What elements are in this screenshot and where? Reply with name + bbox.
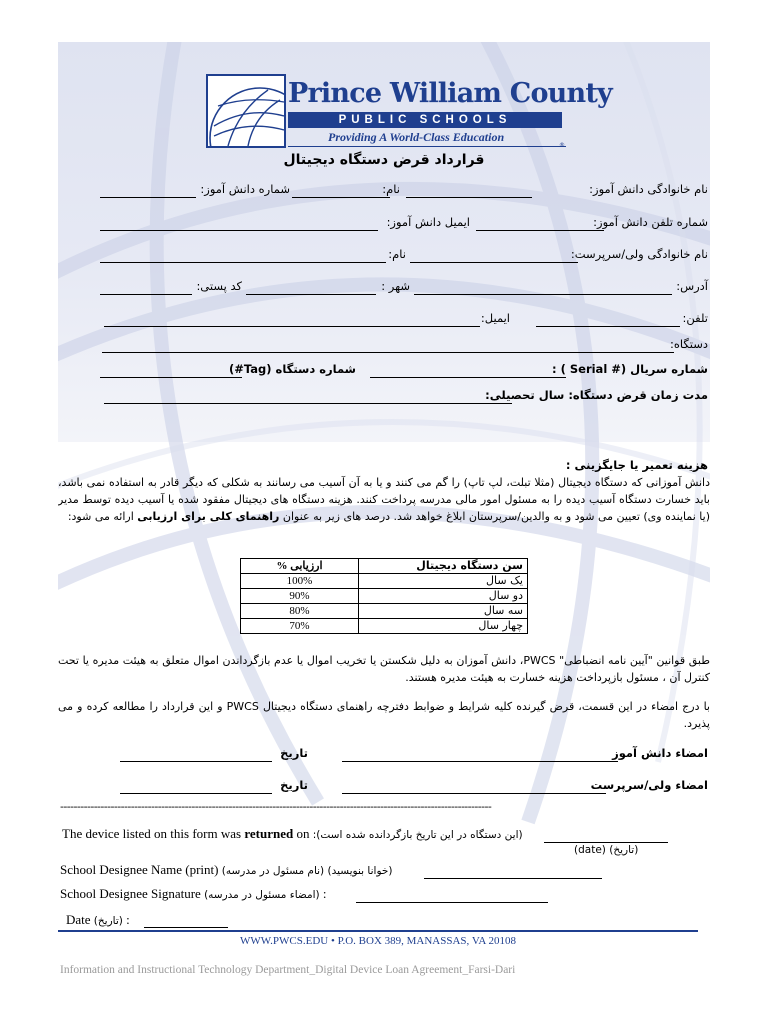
designee-name-field[interactable]	[424, 878, 602, 879]
row-age: یک سال	[359, 574, 528, 589]
student-phone-field[interactable]	[476, 230, 604, 231]
row-value: 80%	[241, 604, 359, 619]
student-email-field[interactable]	[100, 230, 378, 231]
loan-period-field[interactable]	[104, 403, 512, 404]
student-phone-label: شماره تلفن دانش آموز:	[593, 215, 708, 229]
separator-line: --------------------------------------------------------------------------------------------------------------------------------	[60, 800, 492, 813]
date-field[interactable]	[144, 927, 228, 928]
form-title: قرارداد قرض دستگاه دیجیتال	[283, 152, 485, 168]
address-field[interactable]	[414, 294, 672, 295]
tag-field[interactable]	[100, 377, 242, 378]
table-row	[241, 619, 528, 634]
returned-prefix: The device listed on this form was	[62, 826, 242, 841]
city-label: شهر :	[381, 279, 410, 293]
student-last-name-field[interactable]	[406, 197, 532, 198]
address-label: آدرس:	[676, 279, 708, 293]
student-date-label: تاریخ	[280, 746, 308, 760]
returned-date-field[interactable]	[544, 842, 668, 843]
designee-sig-fa: (امضاء مسئول در مدرسه)	[204, 889, 320, 901]
table-row	[241, 574, 528, 589]
public-schools-band: PUBLIC SCHOOLS	[288, 112, 562, 128]
designee-sig-en: School Designee Signature	[60, 886, 201, 901]
city-field[interactable]	[246, 294, 376, 295]
tag-label: شماره دستگاه (Tag#)	[229, 362, 356, 376]
header-value: % ارزیابی	[241, 559, 359, 574]
device-field[interactable]	[102, 352, 674, 353]
student-email-label: ایمیل دانش آموز:	[386, 215, 470, 229]
parent-date-label: تاریخ	[280, 778, 308, 792]
repair-paragraph	[58, 474, 710, 525]
student-signature-field[interactable]	[342, 761, 618, 762]
date-en: Date	[66, 912, 91, 927]
table-header-row	[241, 559, 528, 574]
returned-line	[62, 826, 523, 842]
student-number-label: شماره دانش آموز:	[200, 182, 290, 196]
table-row	[241, 604, 528, 619]
registered-mark: ®	[559, 142, 565, 149]
postal-code-label: کد پستی:	[196, 279, 242, 293]
row-age: چهار سال	[359, 619, 528, 634]
date-line	[66, 912, 130, 928]
row-age: دو سال	[359, 589, 528, 604]
email-label: ایمیل:	[480, 311, 510, 325]
parent-date-field[interactable]	[120, 793, 272, 794]
row-value: 90%	[241, 589, 359, 604]
footer-rule	[58, 930, 698, 932]
first-name-field[interactable]	[292, 197, 390, 198]
designee-sig-field[interactable]	[356, 902, 548, 903]
depreciation-table	[240, 558, 528, 634]
designee-sig-line	[60, 886, 327, 902]
globe-logo	[206, 74, 286, 148]
row-age: سه سال	[359, 604, 528, 619]
returned-on: on	[296, 826, 310, 841]
postal-code-field[interactable]	[100, 294, 192, 295]
logo-rule	[288, 146, 566, 147]
repair-body: دانش آموزانی که دستگاه دیجیتال (مثلا تبلت، لپ تاپ) را گم می کنند و یا به آن آسیب می رسانند به شکلی که دیگر قادر به استفاده نمی باشد، باید خسارت دستگاه آسیب دیده را به مسئول امور مالی مدرسه پرداخت کنند. هزینه دستگاه های دیجیتال مفقود شده یا آسیب دیده توسط مدیر (یا نماینده وی) تعیین می شود و به والدین/سرپرستان ابلاغ خواهد شد. درصد های زیر به عنوان	[58, 476, 710, 523]
first-name-label: نام:	[382, 182, 400, 196]
agreement-paragraph: با درج امضاء در این قسمت، قرض گیرنده کلیه شرایط و ضوابط دفترچه راهنمای دستگاه دیجیتال PWCS و این قرارداد را مطالعه کرده و می پذیرد.	[58, 700, 710, 730]
tagline: Providing A World-Class Education	[328, 130, 505, 144]
parent-last-name-field[interactable]	[410, 262, 578, 263]
table-row	[241, 589, 528, 604]
designee-name-fa: (خوانا بنویسید) (نام مسئول در مدرسه)	[221, 865, 393, 877]
row-value: 100%	[241, 574, 359, 589]
repair-tail: ارائه می شود:	[67, 510, 134, 523]
parent-first-name-field[interactable]	[100, 262, 386, 263]
student-date-field[interactable]	[120, 761, 272, 762]
policy-paragraph: طبق قوانین "آیین نامه انضباطی" PWCS، دانش آموزان به دلیل شکستن یا تخریب اموال یا عدم بازگرداندن اموال متعلق به هیئت مدیره یا تحت کنترل آن ، مسئول بازپرداخت هزینه خسارت به هیئت مدیره هستند.	[58, 654, 710, 684]
date-fa: (تاریخ)	[93, 915, 123, 927]
designee-name-en: School Designee Name (print)	[60, 862, 219, 877]
loan-period-label: مدت زمان قرض دستگاه: سال تحصیلی:	[485, 388, 708, 402]
document-page	[58, 42, 710, 988]
phone-label: تلفن:	[682, 311, 708, 325]
parent-signature-field[interactable]	[342, 793, 606, 794]
parent-signature-label: امضاء ولی/سرپرست	[590, 778, 708, 792]
date-colon: :	[126, 912, 130, 927]
device-label: دستگاه:	[670, 337, 708, 351]
parent-last-name-label: نام خانوادگی ولی/سرپرست:	[570, 247, 708, 261]
repair-bold-phrase: راهنمای کلی برای ارزیابی	[137, 510, 280, 523]
returned-date-label: (date) (تاریخ)	[574, 844, 639, 856]
designee-name-line	[60, 862, 392, 878]
row-value: 70%	[241, 619, 359, 634]
student-signature-label: امضاء دانش آموز	[612, 746, 708, 760]
returned-bold: returned	[244, 826, 294, 841]
phone-field[interactable]	[536, 326, 680, 327]
serial-label: شماره سریال (# Serial ) :	[551, 362, 708, 376]
header-age: سن دستگاه دیجیتال	[359, 559, 528, 574]
student-number-field[interactable]	[100, 197, 196, 198]
footer-department: Information and Instructional Technology Department_Digital Device Loan Agreement_Farsi-Dari	[60, 964, 516, 976]
student-last-name-label: نام خانوادگی دانش آموز:	[589, 182, 708, 196]
district-name: Prince William County	[288, 78, 612, 109]
designee-sig-colon: :	[322, 886, 327, 901]
serial-field[interactable]	[370, 377, 566, 378]
returned-fa: (این دستگاه در این تاریخ بازگردانده شده است):	[312, 829, 523, 841]
footer-address: WWW.PWCS.EDU • P.O. BOX 389, MANASSAS, VA 20108	[240, 935, 516, 947]
repair-heading: هزینه تعمیر یا جایگزینی :	[565, 458, 708, 472]
email-field[interactable]	[104, 326, 480, 327]
parent-first-name-label: نام:	[388, 247, 406, 261]
